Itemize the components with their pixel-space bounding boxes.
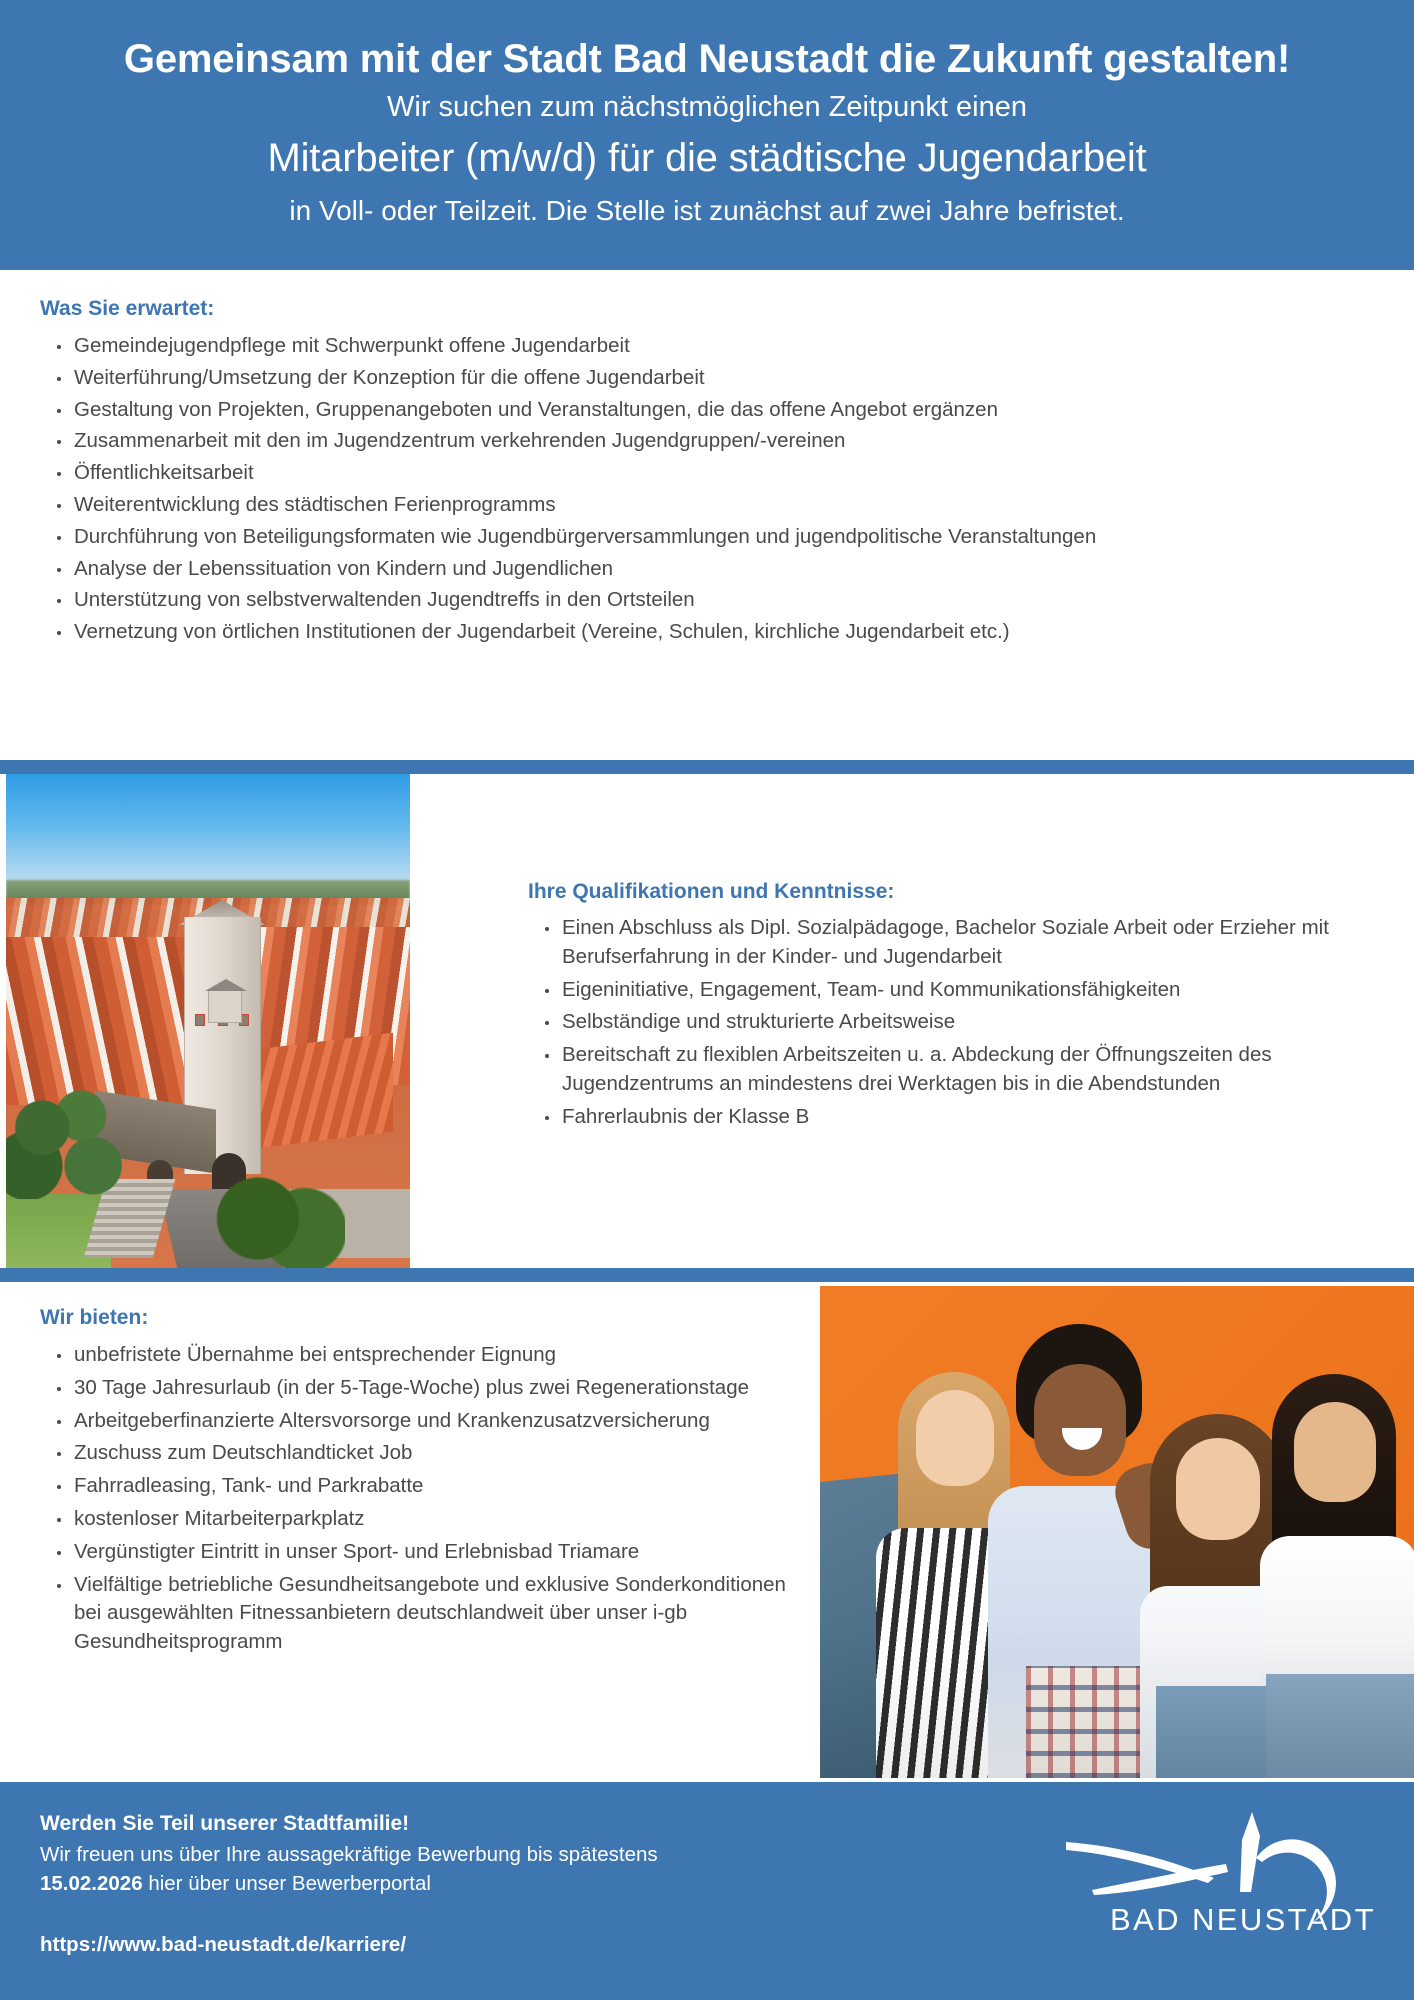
header-subline: Wir suchen zum nächstmöglichen Zeitpunkt einen (387, 91, 1027, 124)
list-item: unbefristete Übernahme bei entsprechender Eignung (40, 1341, 810, 1370)
list-item: Arbeitgeberfinanzierte Altersvorsorge und Krankenzusatzversicherung (40, 1407, 810, 1436)
qualifications-text-block (528, 880, 1384, 1136)
list-item: Vernetzung von örtlichen Institutionen der Jugendarbeit (Vereine, Schulen, kirchliche Jugendarbeit etc.) (40, 618, 1374, 647)
list-item: Unterstützung von selbstverwaltenden Jugendtreffs in den Ortsteilen (40, 586, 1374, 615)
list-item: Zusammenarbeit mit den im Jugendzentrum verkehrenden Jugendgruppen/-vereinen (40, 427, 1374, 456)
qualifications-heading: Ihre Qualifikationen und Kenntnisse: (528, 880, 895, 903)
list-item: Selbständige und strukturierte Arbeitsweise (528, 1008, 1384, 1037)
photo-shading-overlay (820, 1286, 1414, 1778)
list-item: Durchführung von Beteiligungsformaten wie Jugendbürgerversammlungen und jugendpolitische Veranstaltungen (40, 523, 1374, 552)
offers-list (40, 1341, 810, 1657)
footer-note-prefix: Wir freuen uns über Ihre aussagekräftige Bewerbung bis spätestens (40, 1842, 658, 1866)
section-qualifications (0, 774, 1414, 1268)
list-item: Weiterführung/Umsetzung der Konzeption für die offene Jugendarbeit (40, 364, 1374, 393)
qualifications-list (528, 914, 1384, 1132)
list-item: Eigeninitiative, Engagement, Team- und Kommunikationsfähigkeiten (528, 976, 1384, 1005)
footer-headline: Werden Sie Teil unserer Stadtfamilie! (40, 1812, 410, 1835)
list-item: Fahrerlaubnis der Klasse B (528, 1103, 1384, 1132)
list-item: Zuschuss zum Deutschlandticket Job (40, 1439, 810, 1468)
logo-wordmark: BAD NEUSTADT (1110, 1902, 1376, 1937)
job-title: Mitarbeiter (m/w/d) für die städtische Jugendarbeit (267, 136, 1147, 181)
footer-application-note (40, 1840, 870, 1870)
header-banner (0, 0, 1414, 270)
logo-mast-icon (1240, 1812, 1260, 1892)
list-item: 30 Tage Jahresurlaub (in der 5-Tage-Woche) plus zwei Regenerationstage (40, 1374, 810, 1403)
list-item: Analyse der Lebenssituation von Kindern und Jugendlichen (40, 555, 1374, 584)
section-expectations (0, 270, 1414, 760)
list-item: Öffentlichkeitsarbeit (40, 459, 1374, 488)
photo-trees-left (6, 1080, 127, 1199)
footer-deadline-line (40, 1869, 870, 1899)
footer-text-block (40, 1808, 870, 1957)
photo-tower-window (195, 1014, 205, 1026)
careers-url-link[interactable]: https://www.bad-neustadt.de/karriere/ (40, 1932, 407, 1956)
offers-heading: Wir bieten: (40, 1306, 149, 1329)
section-divider-bottom (0, 1268, 1414, 1282)
bad-neustadt-logo (1050, 1796, 1380, 1986)
list-item: Fahrradleasing, Tank- und Parkrabatte (40, 1472, 810, 1501)
section-divider-top (0, 760, 1414, 774)
list-item: kostenloser Mitarbeiterparkplatz (40, 1505, 810, 1534)
list-item: Bereitschaft zu flexiblen Arbeitszeiten u. a. Abdeckung der Öffnungszeiten des Jugendzentrums an mindestens drei Werktagen bis in die Abendstunden (528, 1041, 1384, 1099)
list-item: Vergünstigter Eintritt in unser Sport- und Erlebnisbad Triamare (40, 1538, 810, 1567)
list-item: Einen Abschluss als Dipl. Sozialpädagoge, Bachelor Soziale Arbeit oder Erzieher mit Berufserfahrung in der Kinder- und Jugendarbeit (528, 914, 1384, 972)
footer-note-suffix: hier über unser Bewerberportal (148, 1872, 431, 1896)
expectations-list (40, 332, 1374, 647)
youth-group-photo (820, 1286, 1414, 1778)
expectations-heading: Was Sie erwartet: (40, 297, 215, 320)
offers-text-block (40, 1306, 810, 1661)
footer-banner (0, 1782, 1414, 2000)
header-tagline: Gemeinsam mit der Stadt Bad Neustadt die Zukunft gestalten! (123, 37, 1291, 81)
list-item: Vielfältige betriebliche Gesundheitsangebote und exklusive Sonderkonditionen bei ausgewählten Fitnessanbietern deutschlandweit über unser i-gb Gesundheitsprogramm (40, 1571, 810, 1657)
photo-sky (6, 774, 410, 888)
employment-terms: in Voll- oder Teilzeit. Die Stelle ist zunächst auf zwei Jahre befristet. (289, 195, 1125, 227)
photo-trees-bottom (200, 1169, 345, 1268)
list-item: Gemeindejugendpflege mit Schwerpunkt offene Jugendarbeit (40, 332, 1374, 361)
town-aerial-photo (6, 774, 410, 1268)
list-item: Weiterentwicklung des städtischen Ferienprogramms (40, 491, 1374, 520)
photo-large-roof (256, 1032, 393, 1148)
list-item: Gestaltung von Projekten, Gruppenangeboten und Veranstaltungen, die das offene Angebot ergänzen (40, 396, 1374, 425)
section-offers (0, 1282, 1414, 1782)
application-deadline: 15.02.2026 (40, 1872, 143, 1896)
photo-tower-oriel (208, 989, 242, 1023)
